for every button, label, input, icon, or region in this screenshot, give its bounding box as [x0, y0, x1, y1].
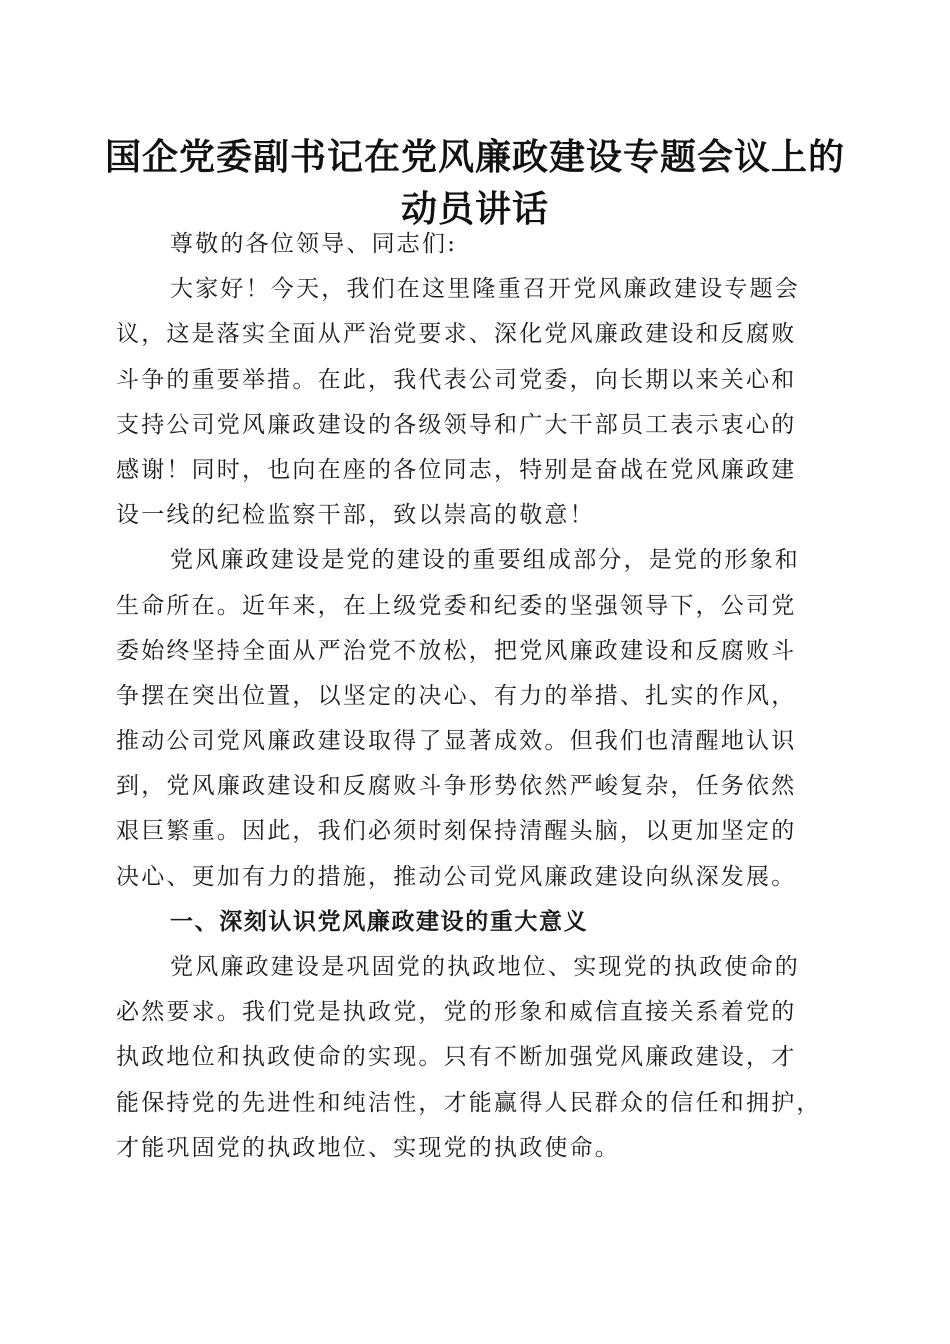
paragraph-line: 感谢！同时，也向在座的各位同志，特别是奋战在党风廉政建: [116, 456, 797, 483]
salutation-line: 尊敬的各位领导、同志们:: [170, 231, 458, 257]
paragraph-line: 设一线的纪检监察干部，致以崇高的敬意！: [116, 502, 595, 529]
paragraph-line: 党风廉政建设是巩固党的执政地位、实现党的执政使命的: [170, 954, 800, 980]
paragraph-line: 斗争的重要举措。在此，我代表公司党委，向长期以来关心和: [116, 366, 797, 393]
paragraph-line: 生命所在。近年来，在上级党委和纪委的坚强领导下，公司党: [116, 592, 797, 619]
document-body: [116, 222, 836, 1171]
paragraph-line: 决心、更加有力的措施，推动公司党风廉政建设向纵深发展。: [116, 863, 797, 890]
paragraph-line: 议，这是落实全面从严治党要求、深化党风廉政建设和反腐败: [116, 321, 797, 348]
title-line-2: 动员讲话: [400, 189, 549, 230]
salutation: [116, 222, 836, 267]
paragraph-line: 党风廉政建设是党的建设的重要组成部分，是党的形象和: [170, 547, 800, 574]
paragraph-line: 才能巩固党的执政地位、实现党的执政使命。: [116, 1134, 620, 1161]
paragraph-line: 执政地位和执政使命的实现。只有不断加强党风廉政建设，才: [116, 1044, 797, 1071]
section-1-heading: 一、深刻认识党风廉政建设的重大意义: [170, 908, 589, 935]
paragraph-line: 到，党风廉政建设和反腐败斗争形势依然严峻复杂，任务依然: [116, 773, 797, 800]
paragraph-greeting: [116, 267, 836, 538]
section-heading: [116, 900, 836, 945]
paragraph-line: 支持公司党风廉政建设的各级领导和广大干部员工表示衷心的: [116, 411, 797, 438]
paragraph-line: 能保持党的先进性和纯洁性，才能赢得人民群众的信任和拥护，: [116, 1089, 822, 1116]
paragraph-line: 争摆在突出位置，以坚定的决心、有力的举措、扎实的作风，: [116, 682, 797, 709]
paragraph-line: 推动公司党风廉政建设取得了显著成效。但我们也清醒地认识: [116, 728, 797, 755]
paragraph-line: 大家好！今天，我们在这里隆重召开党风廉政建设专题会: [170, 276, 800, 303]
document-title: [95, 132, 855, 236]
paragraph-line: 委始终坚持全面从严治党不放松，把党风廉政建设和反腐败斗: [116, 637, 797, 664]
paragraph-line: 艰巨繁重。因此，我们必须时刻保持清醒头脑，以更加坚定的: [116, 818, 797, 845]
title-line-1: 国企党委副书记在党风廉政建设专题会议上的: [104, 137, 845, 178]
paragraph-line: 必然要求。我们党是执政党，党的形象和威信直接关系着党的: [116, 999, 797, 1026]
paragraph-significance: [116, 945, 836, 1171]
paragraph-background: [116, 538, 836, 900]
